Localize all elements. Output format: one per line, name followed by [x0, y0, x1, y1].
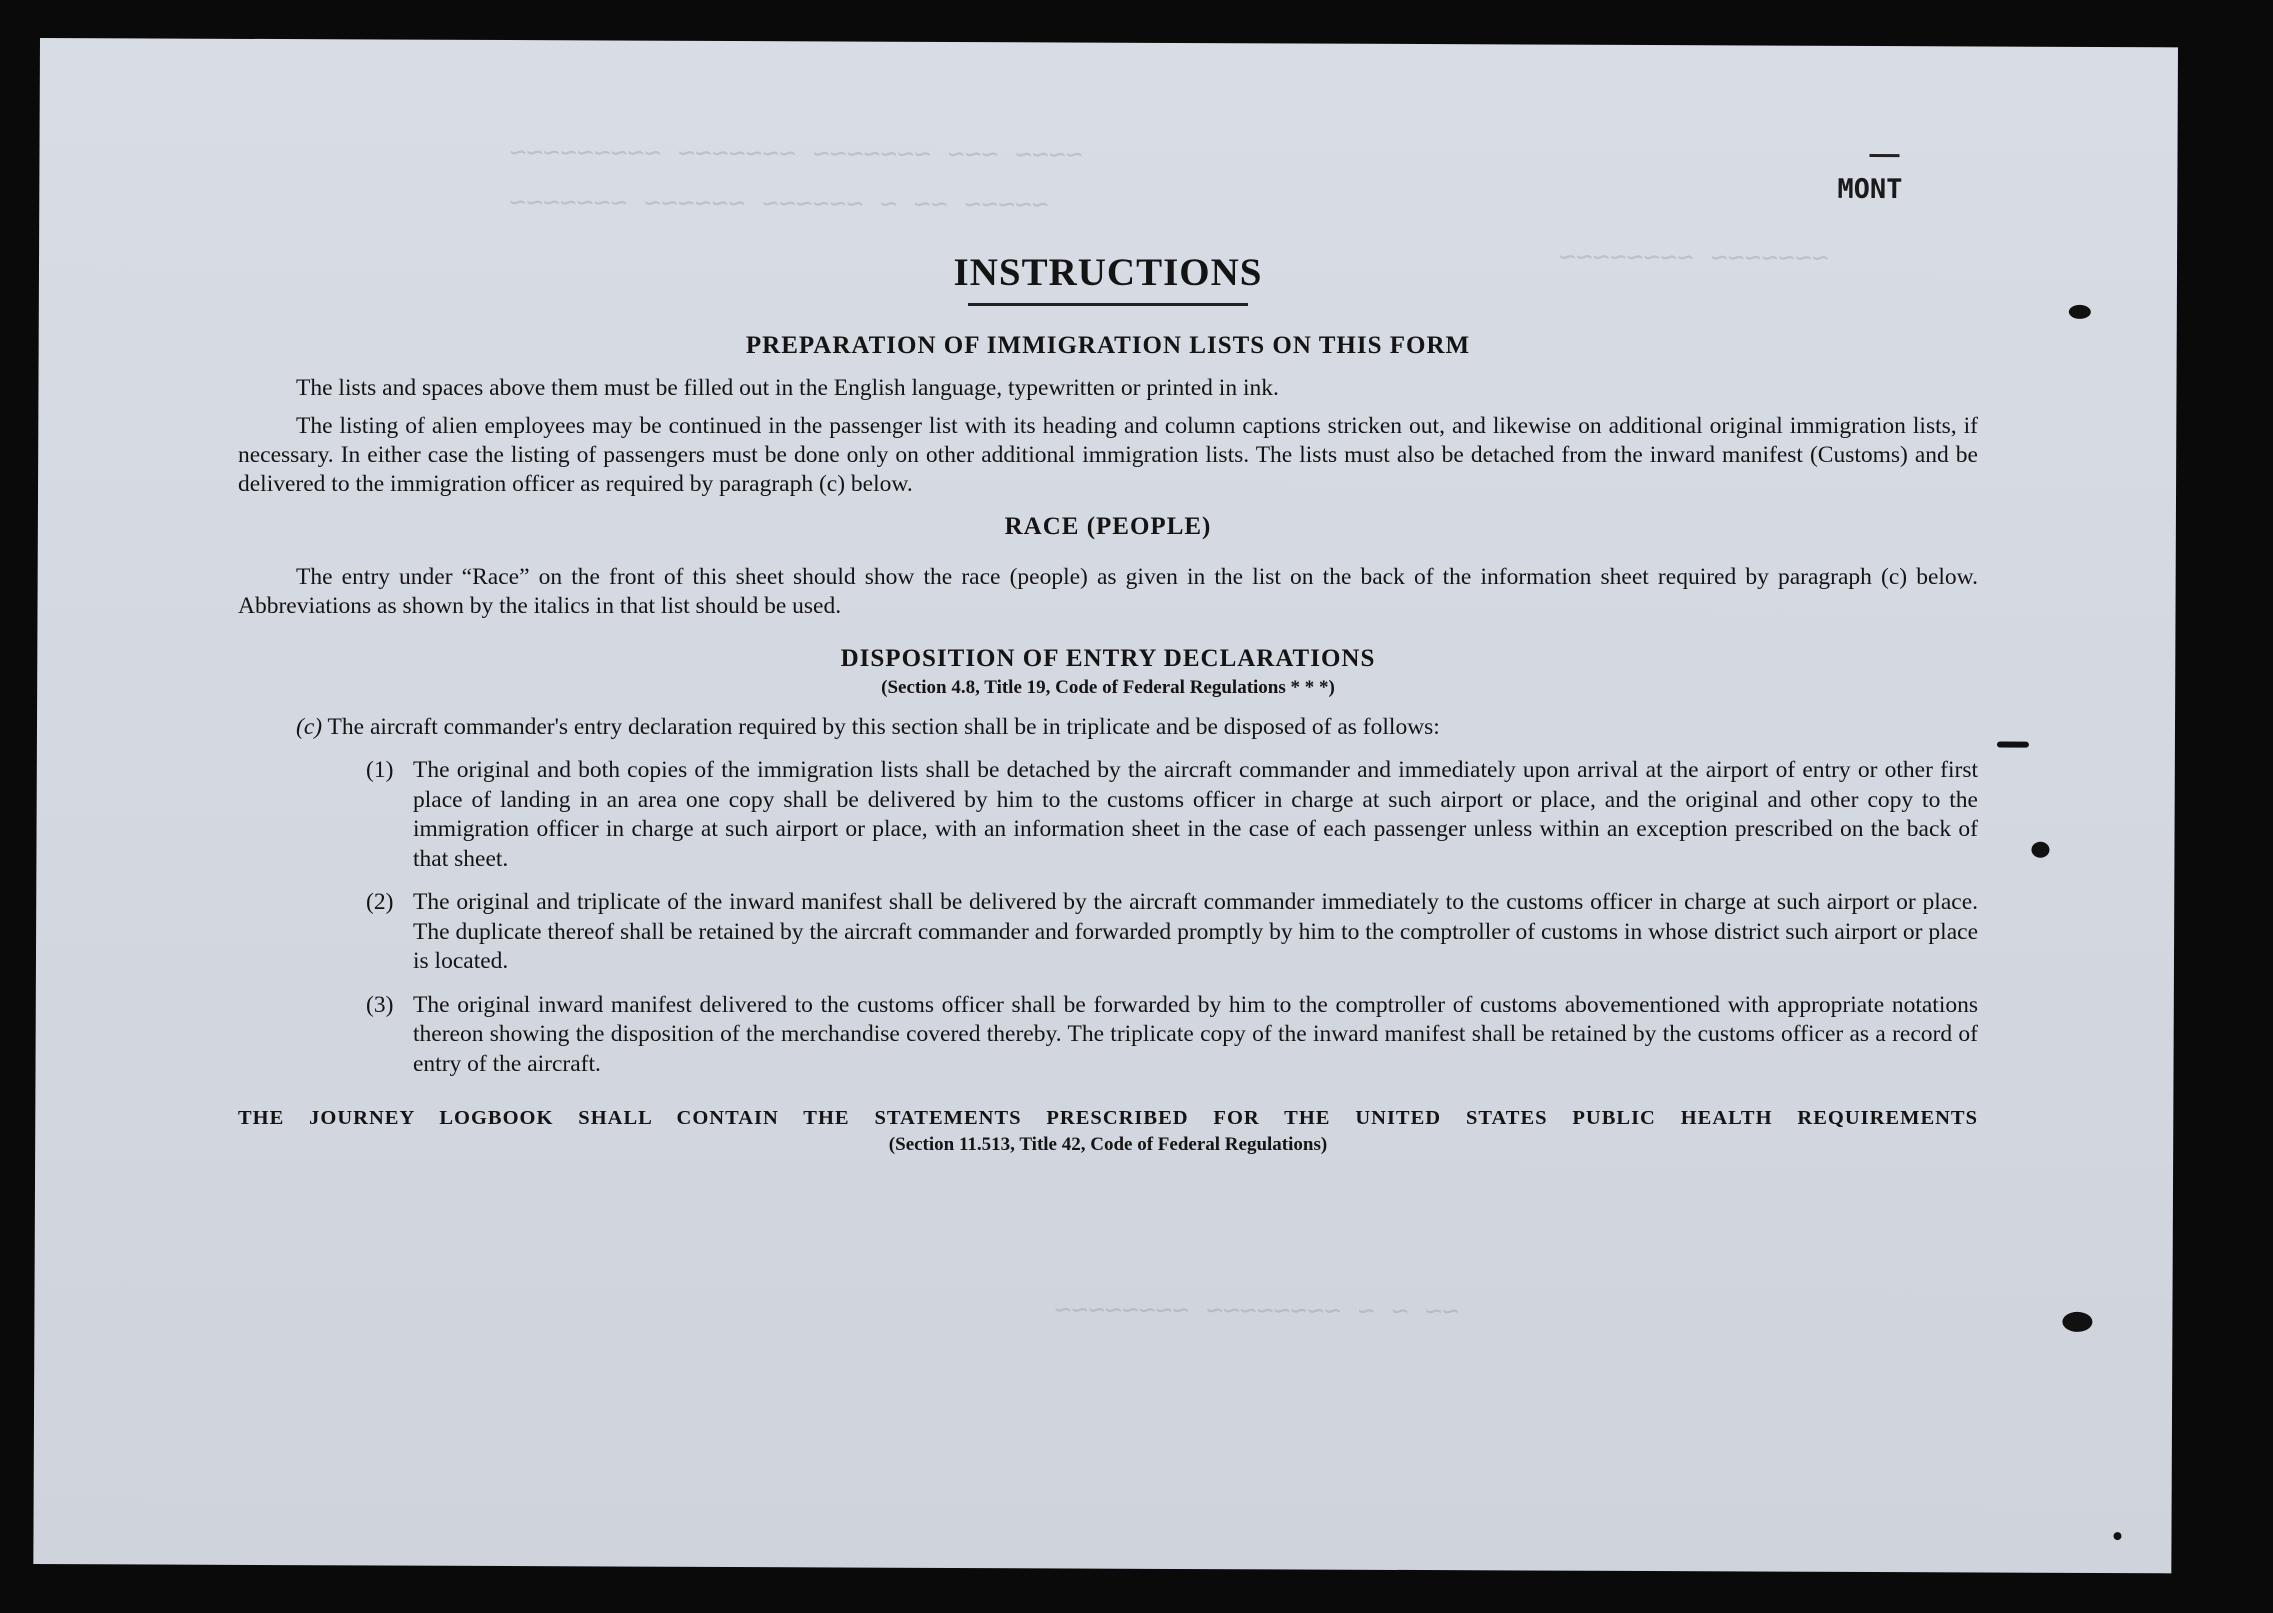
preparation-paragraph-2: The listing of alien employees may be continued in the passenger list with its heading and column captions stricken out, and likewise on additional original immigration lists, if necessary. In either case the listing of passengers must be done only on other additional immigration lists. The lists must also be detached from the inward manifest (Customs) and be delivered to the immigration officer as required by paragraph (c) below.: [238, 413, 1978, 497]
bleed-through-mark: ~~~~~~~ ~~~~~~~~: [1558, 239, 1829, 274]
disposition-lead: [296, 713, 1978, 742]
bleed-through-mark: ~~~~ ~~~ ~~~~~~~ ~~~~~~~ ~~~~~~~~~: [509, 135, 1083, 171]
item-text: The original and both copies of the immigration lists shall be detached by the aircraft commander and immediately upon arrival at the airport of entry or other first place of landing in an area one copy shall be delivered by him to the customs officer in charge at such airport or place, and the original and other copy to the immigration officer in charge at such airport or place, with an information sheet in the case of each passenger unless within an exception prescribed on the back of that sheet.: [413, 757, 1978, 872]
bleed-through-mark: ~~~~~ ~~ ~ ~~~~~~ ~~~~~~ ~~~~~~~: [509, 185, 1049, 221]
lead-marker: (c): [296, 714, 323, 740]
item-number: (1): [366, 757, 394, 783]
item-text: The original and triplicate of the inward manifest shall be delivered by the aircraft commander immediately to the customs officer in charge at such airport or place. The duplicate thereof shall be retained by the aircraft commander and forwarded promptly by him to the comptroller of customs in whose district such airport or place is located.: [413, 889, 1978, 974]
race-paragraph: The entry under “Race” on the front of this sheet should show the race (people) as given in the list on the back of the information sheet required by paragraph (c) below. Abbreviations as shown by the italics in that list should be used.: [238, 564, 1978, 619]
lead-text: The aircraft commander's entry declaration required by this section shall be in triplicate and be disposed of as follows:: [327, 714, 1440, 740]
section-heading-preparation: PREPARATION OF IMMIGRATION LISTS ON THIS FORM: [745, 332, 1471, 359]
footer-statement: THE JOURNEY LOGBOOK SHALL CONTAIN THE STATEMENTS PRESCRIBED FOR THE UNITED STATES PUBLIC HEALTH REQUIREMENTS: [238, 1107, 1978, 1129]
preparation-paragraph-1: The lists and spaces above them must be filled out in the English language, typewritten or printed in ink.: [296, 375, 1279, 401]
section-heading-disposition: DISPOSITION OF ENTRY DECLARATIONS: [840, 645, 1376, 672]
ink-blot: [2113, 1532, 2121, 1540]
bleed-through-mark: ~~ ~ ~ ~~~~~~~~ ~~~~~~~~: [1054, 1292, 1460, 1328]
ink-blot: [2069, 305, 2091, 319]
title-underline: [968, 303, 1248, 306]
disposition-item-3: [366, 991, 1978, 1080]
disposition-citation: (Section 4.8, Title 19, Code of Federal Regulations * * *): [881, 677, 1335, 698]
disposition-item-1: [366, 756, 1978, 874]
stamp-text: MONT: [1837, 173, 1903, 206]
section-heading-race: RACE (PEOPLE): [1004, 513, 1212, 540]
item-number: (2): [366, 889, 394, 915]
item-text: The original inward manifest delivered to the customs officer shall be forwarded by him to the comptroller of customs abovementioned with appropriate notations thereon showing the disposition of the merchandise covered thereby. The triplicate copy of the inward manifest shall be retained by the customs officer as a record of entry of the aircraft.: [413, 991, 1978, 1077]
footer-citation: (Section 11.513, Title 42, Code of Federal Regulations): [888, 1134, 1328, 1155]
disposition-item-2: [366, 888, 1978, 977]
stamp-mark: [1869, 154, 1899, 157]
document-title: INSTRUCTIONS: [953, 251, 1263, 294]
ink-blot: [2062, 1312, 2092, 1332]
item-number: (3): [366, 991, 394, 1018]
instructions-content: [238, 250, 1978, 1156]
ink-blot: [1997, 742, 2029, 748]
ink-blot: [2031, 842, 2049, 858]
